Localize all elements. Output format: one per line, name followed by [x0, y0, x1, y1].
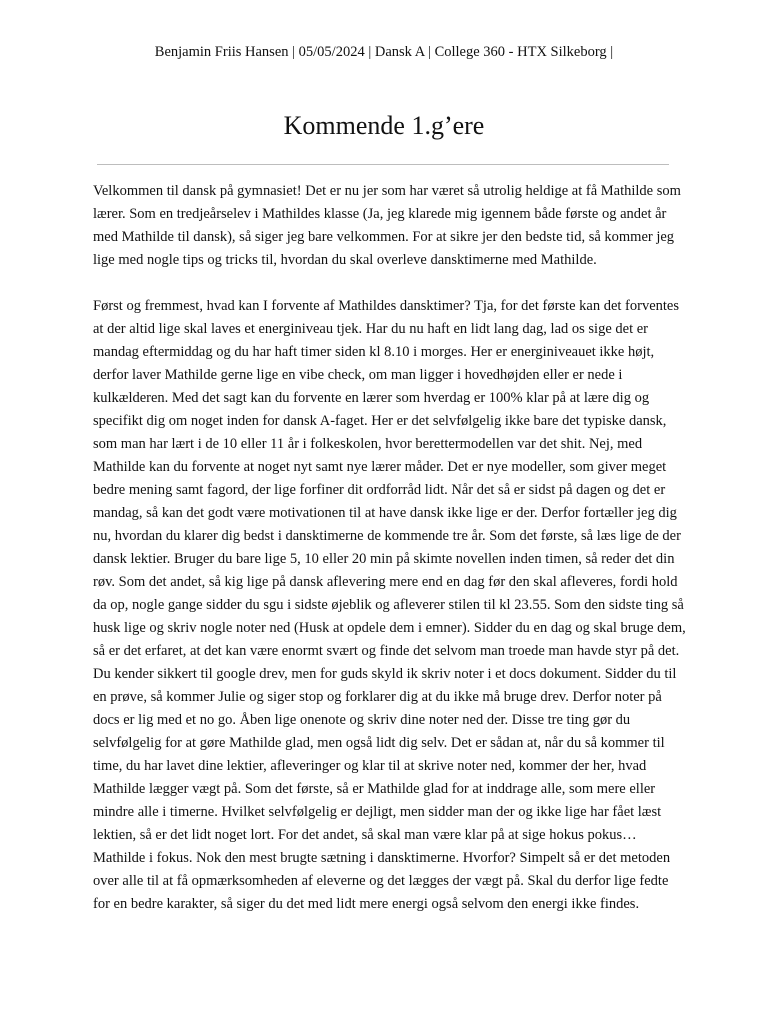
paragraph-line: docs er lig med et no go. Åben lige onenote og skriv dine noter ned der. Disse tre ting gør du [93, 712, 631, 728]
paragraph-line: bedre mening samt fagord, der lige forfiner dit ordforråd lidt. Når det så er sidst på dagen og det er [93, 482, 666, 498]
paragraph-line: nu, hvordan du klarer dig bedst i dansktimerne de kommende tre år. Som det første, så læs lige de der [93, 528, 681, 544]
paragraph-line: Du kender sikkert til google drev, men for guds skyld ik skriv noter i et docs dokument. Sidder du til [93, 666, 677, 682]
paragraph-1 [93, 180, 683, 272]
paragraph-line: en prøve, så kommer Julie og siger stop og forklarer dig at du ikke må bruge drev. Derfor noter på [93, 689, 662, 705]
paragraph-line: så er det erfaret, at det kan være enormt svært og finde det selvom man troede man havde styr på det. [93, 643, 680, 659]
paragraph-line: Mathilde lægger vægt på. Som det første, så er Mathilde glad for at inddrage alle, som mere eller [93, 781, 656, 797]
paragraph-line: som man har lært i de 10 eller 11 år i folkeskolen, hvor berettermodellen var det shit. Nej, med [93, 436, 643, 452]
paragraph-line: da op, nogle gange sidder du sgu i sidste øjeblik og afleverer stilen til kl 23.55. Som den sidste ting så [93, 597, 684, 613]
paragraph-line: husk lige og skriv nogle noter ned (Husk at opdele dem i emner). Sidder du en dag og skal bruge dem, [93, 620, 686, 636]
paragraph-line: lige med nogle tips og tricks til, hvordan du skal overleve dansktimerne med Mathilde. [93, 252, 597, 268]
paragraph-line: dansk lektier. Bruger du bare lige 5, 10 eller 20 min på skimte novellen inden timen, så reder det din [93, 551, 675, 567]
document-body [93, 180, 686, 916]
paragraph-line: specifikt dig om noget inden for dansk A-faget. Her er det selvfølgelig ikke bare det typiske dansk, [93, 413, 667, 429]
paragraph-line: Først og fremmest, hvad kan I forvente af Mathildes dansktimer? Tja, for det første kan det forventes [93, 298, 679, 314]
paragraph-line: Mathilde kan du forvente at noget nyt samt nye lærer måder. Det er nye modeller, som giver meget [93, 459, 667, 475]
paragraph-line: selvfølgelig for at gøre Mathilde glad, men også lidt dig selv. Det er sådan at, når du så kommer til [93, 735, 665, 751]
paragraph-line: at der altid lige skal laves et energiniveau tjek. Har du nu haft en lidt lang dag, lad os sige det er [93, 321, 648, 337]
paragraph-line: Mathilde i fokus. Nok den mest brugte sætning i dansktimerne. Hvorfor? Simpelt så er det metoden [93, 850, 671, 866]
paragraph-line: derfor laver Mathilde gerne lige en vibe check, om man ligger i hovedhøjden eller er nede i [93, 367, 623, 383]
document-title: Kommende 1.g’ere [283, 111, 485, 140]
paragraph-line: for en bedre karakter, så siger du det med lidt mere energi også selvom den energi ikke findes. [93, 896, 640, 912]
paragraph-spacer [93, 272, 683, 295]
paragraph-line: kulkælderen. Med det sagt kan du forvente en lærer som hverdag er 100% klar på at lære dig og [93, 390, 650, 406]
paragraph-line: over alle til at få opmærksomheden af eleverne og det lægges der vægt på. Skal du derfor lige fedte [93, 873, 669, 889]
paragraph-line: mindre alle i timerne. Hvilket selvfølgelig er dejligt, men sidder man der og ikke lige har fået læst [93, 804, 662, 820]
paragraph-line: lærer. Som en tredjeårselev i Mathildes klasse (Ja, jeg klarede mig igennem både første og andet år [93, 206, 667, 222]
paragraph-line: lektien, så er det lidt noget lort. For det andet, så skal man være klar på at sige hokus pokus… [93, 827, 637, 843]
paragraph-line: røv. Som det andet, så kig lige på dansk aflevering mere end en dag før den skal afleveres, fordi hold [93, 574, 678, 590]
paragraph-line: time, du har lavet dine lektier, afleveringer og klar til at skrive noter ned, kommer der her, hvad [93, 758, 647, 774]
paragraph-2 [93, 295, 686, 916]
paragraph-line: mandag, så kan det godt være motivationen til at have dansk ikke lige er der. Derfor fortæller jeg dig [93, 505, 677, 521]
title-divider [97, 164, 669, 165]
document-header: Benjamin Friis Hansen | 05/05/2024 | Dansk A | College 360 - HTX Silkeborg | [154, 44, 614, 60]
paragraph-line: med Mathilde til dansk), så siger jeg bare velkommen. For at sikre jer den bedste tid, så kommer jeg [93, 229, 675, 245]
paragraph-line: mandag eftermiddag og du har haft timer siden kl 8.10 i morges. Her er energiniveauet ikke højt, [93, 344, 655, 360]
paragraph-line: Velkommen til dansk på gymnasiet! Det er nu jer som har været så utrolig heldige at få Mathilde som [93, 183, 681, 199]
